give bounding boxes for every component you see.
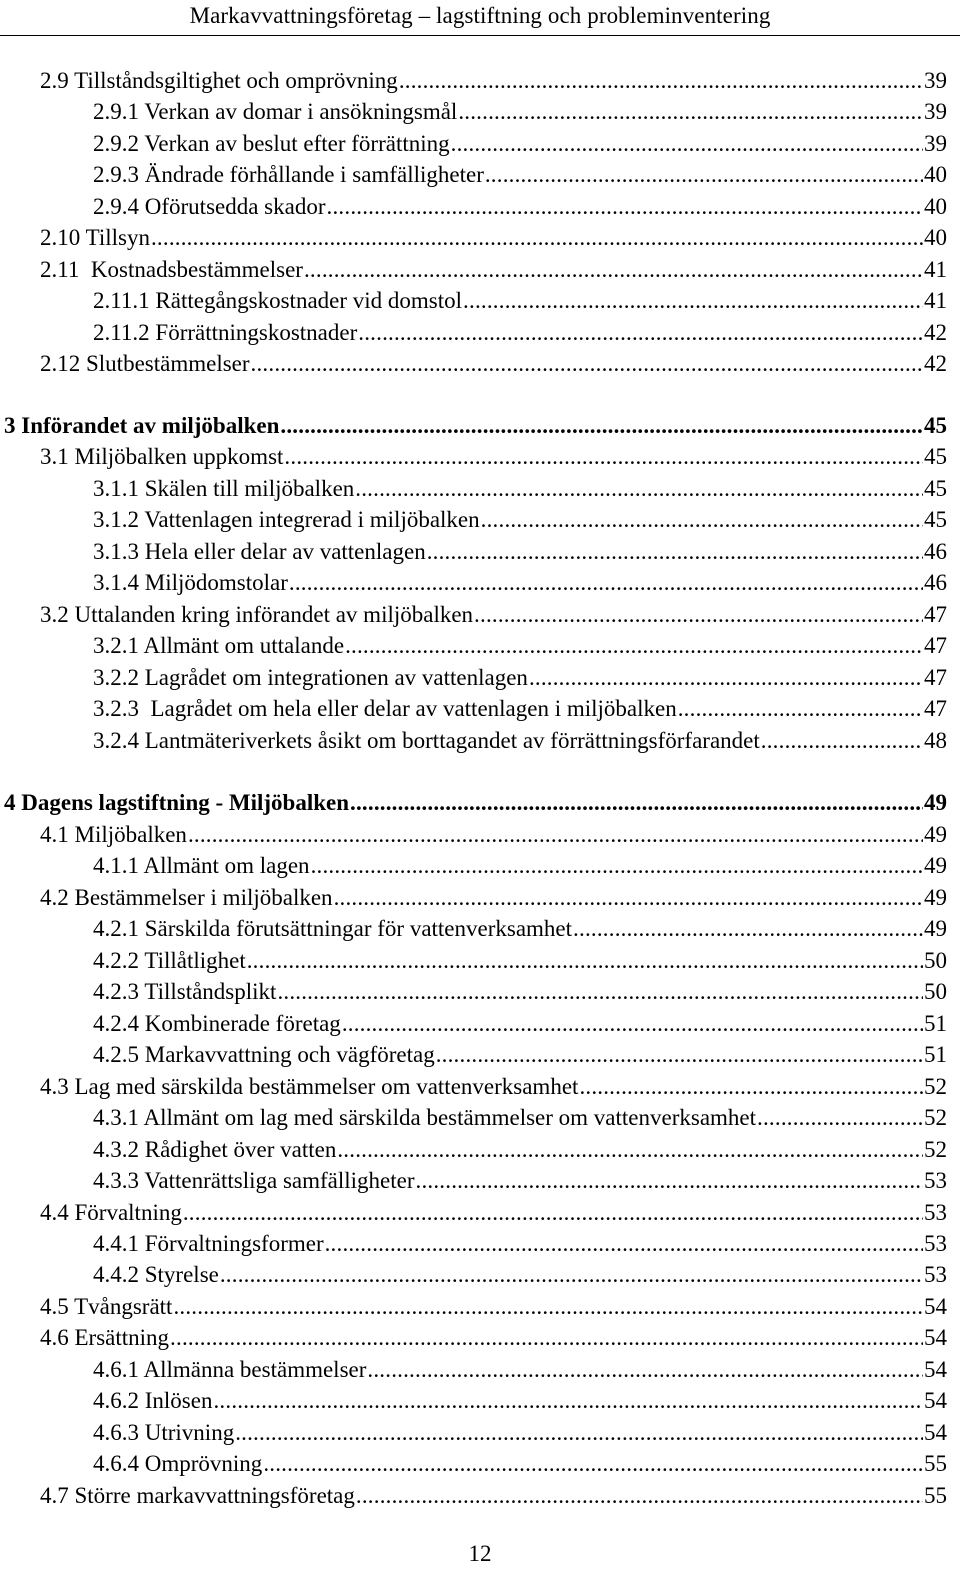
toc-entry-number: 4.3.3 <box>93 1168 139 1193</box>
toc-entry-page: 54 <box>924 1420 947 1445</box>
toc-dot-leader <box>337 1134 923 1165</box>
toc-entry[interactable] <box>93 1259 947 1290</box>
toc-entry-number: 2.9 <box>40 68 69 93</box>
toc-entry-number: 4.1.1 <box>93 853 139 878</box>
toc-entry-number: 4.6.3 <box>93 1420 139 1445</box>
toc-dot-leader <box>678 693 923 724</box>
toc-entry-page: 47 <box>924 602 947 627</box>
toc-entry-number: 3.1 <box>40 444 69 469</box>
toc-entry[interactable] <box>40 441 947 472</box>
toc-dot-leader <box>277 976 923 1007</box>
toc-entry[interactable] <box>93 913 947 944</box>
toc-entry-page: 46 <box>924 539 947 564</box>
toc-entry-page: 47 <box>924 696 947 721</box>
toc-entry-label <box>93 191 326 222</box>
toc-entry[interactable] <box>40 1197 947 1228</box>
toc-entry-label <box>40 441 283 472</box>
toc-entry-page: 53 <box>924 1200 947 1225</box>
toc-dot-leader <box>761 725 923 756</box>
toc-entry-page: 52 <box>924 1137 947 1162</box>
toc-entry-number: 4.5 <box>40 1294 69 1319</box>
toc-entry-page: 54 <box>924 1294 947 1319</box>
toc-entry-number: 2.11.1 <box>93 288 150 313</box>
toc-entry-page: 53 <box>924 1231 947 1256</box>
toc-entry-label <box>93 1228 324 1259</box>
toc-entry-label <box>93 976 276 1007</box>
toc-entry-title: Vattenrättsliga samfälligheter <box>144 1168 415 1193</box>
toc-entry-label <box>93 850 310 881</box>
toc-entry-number: 4.2.4 <box>93 1011 139 1036</box>
toc-entry-page: 47 <box>924 665 947 690</box>
toc-entry-title: Tvångsrätt <box>74 1294 173 1319</box>
toc-entry-label <box>93 693 677 724</box>
toc-entry-page: 45 <box>924 476 947 501</box>
toc-entry[interactable] <box>40 65 947 96</box>
toc-entry[interactable] <box>93 504 947 535</box>
toc-entry-title: Dagens lagstiftning - Miljöbalken <box>21 790 350 815</box>
toc-entry-page: 42 <box>924 320 947 345</box>
toc-entry[interactable] <box>93 473 947 504</box>
toc-entry-label <box>93 725 760 756</box>
toc-dot-leader <box>350 787 923 818</box>
toc-entry-label <box>93 630 344 661</box>
toc-entry-number: 3.2.2 <box>93 665 139 690</box>
toc-entry-title: Allmänna bestämmelser <box>143 1357 367 1382</box>
toc-entry-label <box>93 913 572 944</box>
toc-entry-label <box>93 1134 336 1165</box>
toc-dot-leader <box>485 159 923 190</box>
toc-entry-number: 3.2.4 <box>93 728 139 753</box>
toc-entry-page: 39 <box>924 131 947 156</box>
toc-dot-leader <box>334 882 923 913</box>
toc-entry-title: Verkan av domar i ansökningsmål <box>144 99 458 124</box>
toc-entry-page: 47 <box>924 633 947 658</box>
toc-entry[interactable] <box>93 1008 947 1039</box>
header-title: Markavvattningsföretag – lagstiftning och probleminventering <box>189 3 771 28</box>
toc-entry-title: Införandet av miljöbalken <box>21 413 280 438</box>
toc-entry-label <box>93 159 484 190</box>
toc-entry-number: 4.2 <box>40 885 69 910</box>
toc-entry-page: 52 <box>924 1105 947 1130</box>
toc-entry[interactable] <box>40 1071 947 1102</box>
toc-entry[interactable] <box>93 725 947 756</box>
toc-entry-label <box>93 1102 756 1133</box>
toc-entry-number: 4.4.2 <box>93 1262 139 1287</box>
toc-entry[interactable] <box>4 787 947 818</box>
toc-entry[interactable] <box>40 254 947 285</box>
toc-dot-leader <box>183 1197 923 1228</box>
toc-entry[interactable] <box>93 850 947 881</box>
toc-entry-title: Inlösen <box>144 1388 213 1413</box>
toc-entry-number: 3.2.3 <box>93 696 139 721</box>
toc-entry-number: 4.2.2 <box>93 948 139 973</box>
toc-entry[interactable] <box>93 1039 947 1070</box>
toc-entry[interactable] <box>4 410 947 441</box>
page-number: 12 <box>468 1541 492 1566</box>
toc-dot-leader <box>251 348 923 379</box>
toc-entry-label <box>40 348 250 379</box>
toc-entry-label <box>40 599 473 630</box>
toc-dot-leader <box>451 128 923 159</box>
toc-dot-leader <box>481 504 923 535</box>
toc-entry-number: 2.9.3 <box>93 162 139 187</box>
toc-entry-title: Kostnadsbestämmelser <box>85 257 303 282</box>
toc-entry[interactable] <box>40 348 947 379</box>
toc-entry-title: Utrivning <box>144 1420 235 1445</box>
toc-entry-title: Ersättning <box>74 1325 170 1350</box>
toc-entry[interactable] <box>93 159 947 190</box>
toc-entry[interactable] <box>93 1385 947 1416</box>
toc-entry[interactable] <box>93 285 947 316</box>
toc-entry[interactable] <box>40 222 947 253</box>
toc-dot-leader <box>213 1385 923 1416</box>
toc-dot-leader <box>416 1165 924 1196</box>
toc-entry-number: 3.1.2 <box>93 507 139 532</box>
toc-entry-label <box>40 222 150 253</box>
toc-entry[interactable] <box>93 630 947 661</box>
toc-entry-number: 4.2.3 <box>93 979 139 1004</box>
toc-entry-label <box>93 1354 366 1385</box>
toc-entry-number: 4.4 <box>40 1200 69 1225</box>
toc-entry-title: Tillåtlighet <box>144 948 246 973</box>
toc-entry-title: Särskilda förutsättningar för vattenverksamhet <box>144 916 573 941</box>
toc-entry-number: 4.3.1 <box>93 1105 139 1130</box>
toc-entry[interactable] <box>40 1291 947 1322</box>
toc-dot-leader <box>151 222 923 253</box>
toc-entry-label <box>40 1322 169 1353</box>
toc-entry-number: 2.10 <box>40 225 81 250</box>
toc-entry-label <box>93 1259 219 1290</box>
toc-entry-label <box>40 1480 355 1511</box>
toc-entry-title: Större markavvattningsföretag <box>74 1483 355 1508</box>
toc-entry-page: 48 <box>924 728 947 753</box>
toc-dot-leader <box>220 1259 923 1290</box>
toc-entry-page: 50 <box>924 948 947 973</box>
toc-entry-page: 55 <box>924 1483 947 1508</box>
toc-entry-number: 3.1.1 <box>93 476 139 501</box>
toc-dot-leader <box>304 254 923 285</box>
toc-dot-leader <box>188 819 923 850</box>
toc-entry-label <box>4 410 279 441</box>
toc-entry-label <box>93 536 426 567</box>
toc-entry[interactable] <box>93 96 947 127</box>
toc-entry-page: 53 <box>924 1262 947 1287</box>
toc-entry-title: Markavvattning och vägföretag <box>144 1042 435 1067</box>
toc-entry-page: 39 <box>924 68 947 93</box>
toc-entry-title: Bestämmelser i miljöbalken <box>74 885 333 910</box>
toc-entry-page: 40 <box>924 225 947 250</box>
toc-dot-leader <box>235 1417 923 1448</box>
toc-entry-title: Verkan av beslut efter förrättning <box>144 131 450 156</box>
toc-entry[interactable] <box>93 1134 947 1165</box>
toc-entry-title: Lag med särskilda bestämmelser om vattenverksamhet <box>74 1074 579 1099</box>
toc-entry-label <box>4 787 349 818</box>
toc-entry[interactable] <box>93 1354 947 1385</box>
toc-entry-number: 3.2 <box>40 602 69 627</box>
toc-entry-title: Miljöbalken <box>74 822 187 847</box>
toc-dot-leader <box>173 1291 923 1322</box>
toc-dot-leader <box>280 410 923 441</box>
toc-dot-leader <box>358 317 923 348</box>
toc-entry-title: Lagrådet om integrationen av vattenlagen <box>144 665 528 690</box>
toc-entry-page: 40 <box>924 162 947 187</box>
toc-entry-title: Förvaltning <box>74 1200 182 1225</box>
toc-entry-page: 49 <box>924 853 947 878</box>
toc-entry-number: 2.11 <box>40 257 80 282</box>
toc-entry-title: Oförutsedda skador <box>144 194 326 219</box>
toc-dot-leader <box>573 913 923 944</box>
toc-dot-leader <box>463 285 923 316</box>
toc-entry-title: Uttalanden kring införandet av miljöbalken <box>74 602 474 627</box>
toc-entry[interactable] <box>93 191 947 222</box>
toc-entry[interactable] <box>93 567 947 598</box>
toc-dot-leader <box>327 191 923 222</box>
toc-entry-number: 4.4.1 <box>93 1231 139 1256</box>
toc-entry-page: 40 <box>924 194 947 219</box>
toc-entry[interactable] <box>93 662 947 693</box>
toc-entry-number: 4.6.4 <box>93 1451 139 1476</box>
toc-entry[interactable] <box>40 599 947 630</box>
toc-entry-title: Ändrade förhållande i samfälligheter <box>144 162 484 187</box>
toc-entry-label <box>40 1071 578 1102</box>
toc-entry-number: 2.9.4 <box>93 194 139 219</box>
toc-entry-number: 3.2.1 <box>93 633 139 658</box>
toc-entry-number: 2.12 <box>40 351 81 376</box>
toc-entry-title: Lantmäteriverkets åsikt om borttagandet av förrättningsförfarandet <box>144 728 760 753</box>
toc-entry-label <box>93 1448 262 1479</box>
toc-dot-leader <box>436 1039 923 1070</box>
toc-entry-title: Vattenlagen integrerad i miljöbalken <box>144 507 480 532</box>
toc-entry-title: Skälen till miljöbalken <box>144 476 355 501</box>
toc-entry[interactable] <box>93 1448 947 1479</box>
toc-entry-title: Styrelse <box>144 1262 219 1287</box>
toc-entry[interactable] <box>93 1165 947 1196</box>
toc-entry-number: 4.1 <box>40 822 69 847</box>
toc-dot-leader <box>474 599 923 630</box>
toc-entry-number: 4.7 <box>40 1483 69 1508</box>
toc-entry-number: 2.9.1 <box>93 99 139 124</box>
toc-dot-leader <box>355 473 923 504</box>
toc-dot-leader <box>284 441 923 472</box>
toc-entry-number: 4 <box>4 790 16 815</box>
toc-entry[interactable] <box>93 1102 947 1133</box>
toc-entry-number: 4.3 <box>40 1074 69 1099</box>
toc-entry-label <box>93 1385 212 1416</box>
toc-dot-leader <box>289 567 923 598</box>
toc-entry-number: 4.6.1 <box>93 1357 139 1382</box>
toc-entry-label <box>93 317 357 348</box>
toc-entry-number: 4.2.5 <box>93 1042 139 1067</box>
toc-entry-number: 3.1.4 <box>93 570 139 595</box>
toc-entry-title: Lagrådet om hela eller delar av vattenlagen i miljöbalken <box>144 696 677 721</box>
toc-entry[interactable] <box>93 976 947 1007</box>
toc-entry-title: Förvaltningsformer <box>144 1231 324 1256</box>
toc-dot-leader <box>579 1071 923 1102</box>
toc-entry-label <box>93 285 462 316</box>
toc-entry-title: Miljödomstolar <box>144 570 288 595</box>
toc-entry[interactable] <box>93 1417 947 1448</box>
toc-entry-number: 2.11.2 <box>93 320 150 345</box>
toc-entry-label <box>93 1008 341 1039</box>
toc-entry[interactable] <box>40 882 947 913</box>
toc-dot-leader <box>529 662 923 693</box>
toc-entry-label <box>93 1417 234 1448</box>
toc-entry-label <box>93 662 528 693</box>
toc-entry-label <box>40 1197 182 1228</box>
toc-entry-title: Allmänt om uttalande <box>143 633 345 658</box>
toc-entry-number: 3.1.3 <box>93 539 139 564</box>
toc-dot-leader <box>325 1228 923 1259</box>
toc-entry-title: Hela eller delar av vattenlagen <box>144 539 426 564</box>
toc-entry-title: Rättegångskostnader vid domstol <box>155 288 463 313</box>
toc-entry-number: 4.6.2 <box>93 1388 139 1413</box>
toc-entry[interactable] <box>93 536 947 567</box>
toc-entry-page: 42 <box>924 351 947 376</box>
toc-entry-label <box>40 254 303 285</box>
page-header <box>0 0 960 36</box>
toc-entry-page: 54 <box>924 1325 947 1350</box>
toc-entry[interactable] <box>93 945 947 976</box>
toc-entry-page: 39 <box>924 99 947 124</box>
toc-entry-title: Allmänt om lagen <box>143 853 310 878</box>
toc-entry[interactable] <box>93 1228 947 1259</box>
toc-dot-leader <box>427 536 923 567</box>
toc-entry-title: Omprövning <box>144 1451 263 1476</box>
toc-entry-page: 45 <box>924 413 947 438</box>
toc-dot-leader <box>367 1354 923 1385</box>
toc-dot-leader <box>356 1480 923 1511</box>
toc-entry-page: 49 <box>924 790 947 815</box>
toc-entry-title: Kombinerade företag <box>144 1011 341 1036</box>
toc-entry-label <box>93 567 288 598</box>
toc-entry-title: Allmänt om lag med särskilda bestämmelser om vattenverksamhet <box>143 1105 757 1130</box>
toc-entry-page: 52 <box>924 1074 947 1099</box>
toc-entry-title: Rådighet över vatten <box>144 1137 337 1162</box>
toc-dot-leader <box>399 65 923 96</box>
toc-entry-page: 54 <box>924 1357 947 1382</box>
toc-dot-leader <box>342 1008 923 1039</box>
toc-entry-page: 51 <box>924 1042 947 1067</box>
toc-entry[interactable] <box>93 317 947 348</box>
toc-entry-number: 4.6 <box>40 1325 69 1350</box>
toc-entry[interactable] <box>40 1480 947 1511</box>
toc-entry-label <box>93 504 480 535</box>
toc-entry-label <box>40 819 187 850</box>
toc-dot-leader <box>345 630 923 661</box>
toc-entry-page: 49 <box>924 822 947 847</box>
toc-entry-page: 55 <box>924 1451 947 1476</box>
toc-entry-label <box>93 945 246 976</box>
toc-entry-page: 41 <box>924 257 947 282</box>
toc-entry-label <box>40 882 333 913</box>
toc-entry-title: Tillståndsplikt <box>144 979 277 1004</box>
toc-entry-page: 54 <box>924 1388 947 1413</box>
toc-entry-page: 45 <box>924 507 947 532</box>
toc-entry-label <box>93 1039 435 1070</box>
toc-dot-leader <box>311 850 923 881</box>
toc-entry-title: Tillsyn <box>85 225 150 250</box>
toc-entry-page: 53 <box>924 1168 947 1193</box>
toc-entry-page: 45 <box>924 444 947 469</box>
toc-entry-page: 49 <box>924 916 947 941</box>
toc-entry-page: 51 <box>924 1011 947 1036</box>
toc-dot-leader <box>247 945 923 976</box>
toc-entry-title: Slutbestämmelser <box>86 351 250 376</box>
toc-entry-number: 4.2.1 <box>93 916 139 941</box>
toc-dot-leader <box>263 1448 923 1479</box>
toc-entry-label <box>40 1291 172 1322</box>
toc-entry-title: Miljöbalken uppkomst <box>74 444 284 469</box>
toc-entry-label <box>93 96 457 127</box>
toc-dot-leader <box>170 1322 923 1353</box>
toc-entry-label <box>93 473 354 504</box>
toc-entry-number: 4.3.2 <box>93 1137 139 1162</box>
toc-entry-number: 3 <box>4 413 16 438</box>
toc-entry-label <box>93 1165 415 1196</box>
toc-dot-leader <box>458 96 923 127</box>
toc-entry-label <box>93 128 450 159</box>
toc-entry[interactable] <box>93 128 947 159</box>
toc-entry[interactable] <box>40 1322 947 1353</box>
toc-entry-title: Förrättningskostnader <box>155 320 358 345</box>
toc-entry-page: 46 <box>924 570 947 595</box>
toc-entry-label <box>40 65 398 96</box>
toc-entry[interactable] <box>93 693 947 724</box>
toc-entry-page: 50 <box>924 979 947 1004</box>
toc-entry-page: 49 <box>924 885 947 910</box>
toc-dot-leader <box>757 1102 923 1133</box>
toc-entry[interactable] <box>40 819 947 850</box>
toc-entry-number: 2.9.2 <box>93 131 139 156</box>
toc-entry-page: 41 <box>924 288 947 313</box>
toc-entry-title: Tillståndsgiltighet och omprövning <box>74 68 398 93</box>
